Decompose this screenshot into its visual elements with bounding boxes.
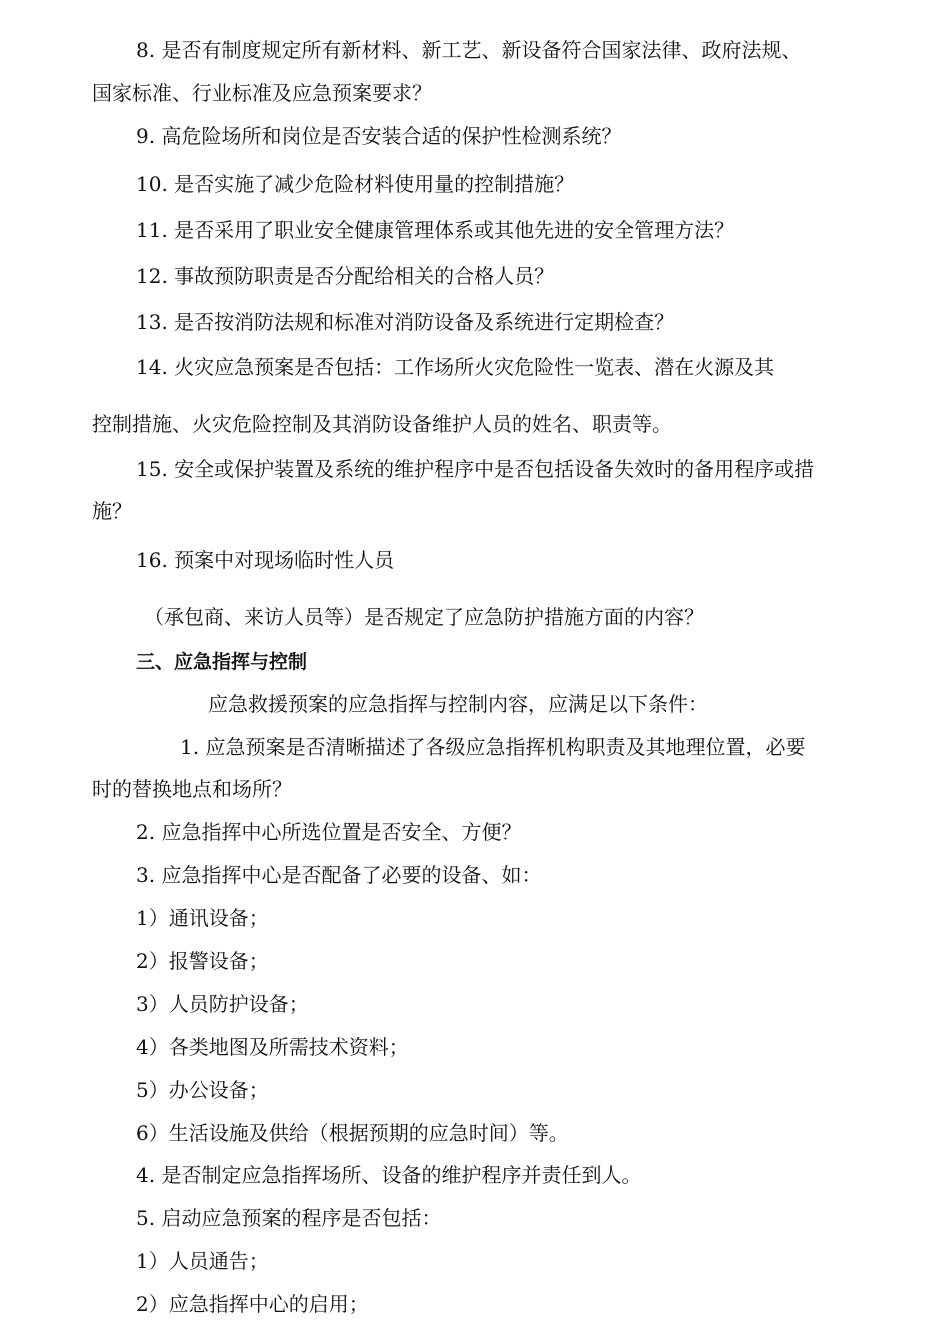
- condition-3-sub-3: 3）人员防护设备；: [136, 992, 309, 1016]
- item-13: 13. 是否按消防法规和标准对消防设备及系统进行定期检查？: [136, 310, 675, 334]
- item-8-line-1: 8. 是否有制度规定所有新材料、新工艺、新设备符合国家法律、政府法规、: [136, 38, 802, 62]
- condition-5-sub-2: 2）应急指挥中心的启用；: [136, 1292, 369, 1316]
- condition-2: 2. 应急指挥中心所选位置是否安全、方便？: [136, 820, 522, 844]
- condition-1-line-2: 时的替换地点和场所？: [92, 777, 292, 801]
- item-8-line-2: 国家标准、行业标准及应急预案要求？: [92, 81, 432, 105]
- condition-5-sub-1: 1）人员通告；: [136, 1249, 269, 1273]
- condition-3-sub-6: 6）生活设施及供给（根据预期的应急时间）等。: [136, 1121, 569, 1145]
- item-12: 12. 事故预防职责是否分配给相关的合格人员？: [136, 264, 555, 288]
- condition-3-sub-2: 2）报警设备；: [136, 949, 269, 973]
- item-9: 9. 高危险场所和岗位是否安装合适的保护性检测系统？: [136, 124, 622, 148]
- item-15-line-1: 15. 安全或保护装置及系统的维护程序中是否包括设备失效时的备用程序或措: [136, 457, 815, 481]
- item-14-line-1: 14. 火灾应急预案是否包括：工作场所火灾危险性一览表、潜在火源及其: [136, 355, 775, 379]
- section-3-heading: 三、应急指挥与控制: [136, 651, 308, 673]
- item-15-line-2: 施？: [92, 499, 132, 523]
- item-16-line-2: （承包商、来访人员等）是否规定了应急防护措施方面的内容？: [144, 605, 704, 629]
- condition-3: 3. 应急指挥中心是否配备了必要的设备、如：: [136, 863, 542, 887]
- condition-5: 5. 启动应急预案的程序是否包括：: [136, 1206, 442, 1230]
- item-14-line-2: 控制措施、火灾危险控制及其消防设备维护人员的姓名、职责等。: [92, 412, 672, 436]
- condition-3-sub-1: 1）通讯设备；: [136, 906, 269, 930]
- item-10: 10. 是否实施了减少危险材料使用量的控制措施？: [136, 172, 575, 196]
- item-16-line-1: 16. 预案中对现场临时性人员: [136, 548, 395, 572]
- item-11: 11. 是否采用了职业安全健康管理体系或其他先进的安全管理方法？: [136, 218, 735, 242]
- section-3-intro: 应急救援预案的应急指挥与控制内容，应满足以下条件：: [208, 692, 708, 716]
- condition-3-sub-5: 5）办公设备；: [136, 1078, 269, 1102]
- condition-3-sub-4: 4）各类地图及所需技术资料；: [136, 1035, 409, 1059]
- condition-1-line-1: 1. 应急预案是否清晰描述了各级应急指挥机构职责及其地理位置，必要: [180, 735, 806, 759]
- condition-4: 4. 是否制定应急指挥场所、设备的维护程序并责任到人。: [136, 1163, 642, 1187]
